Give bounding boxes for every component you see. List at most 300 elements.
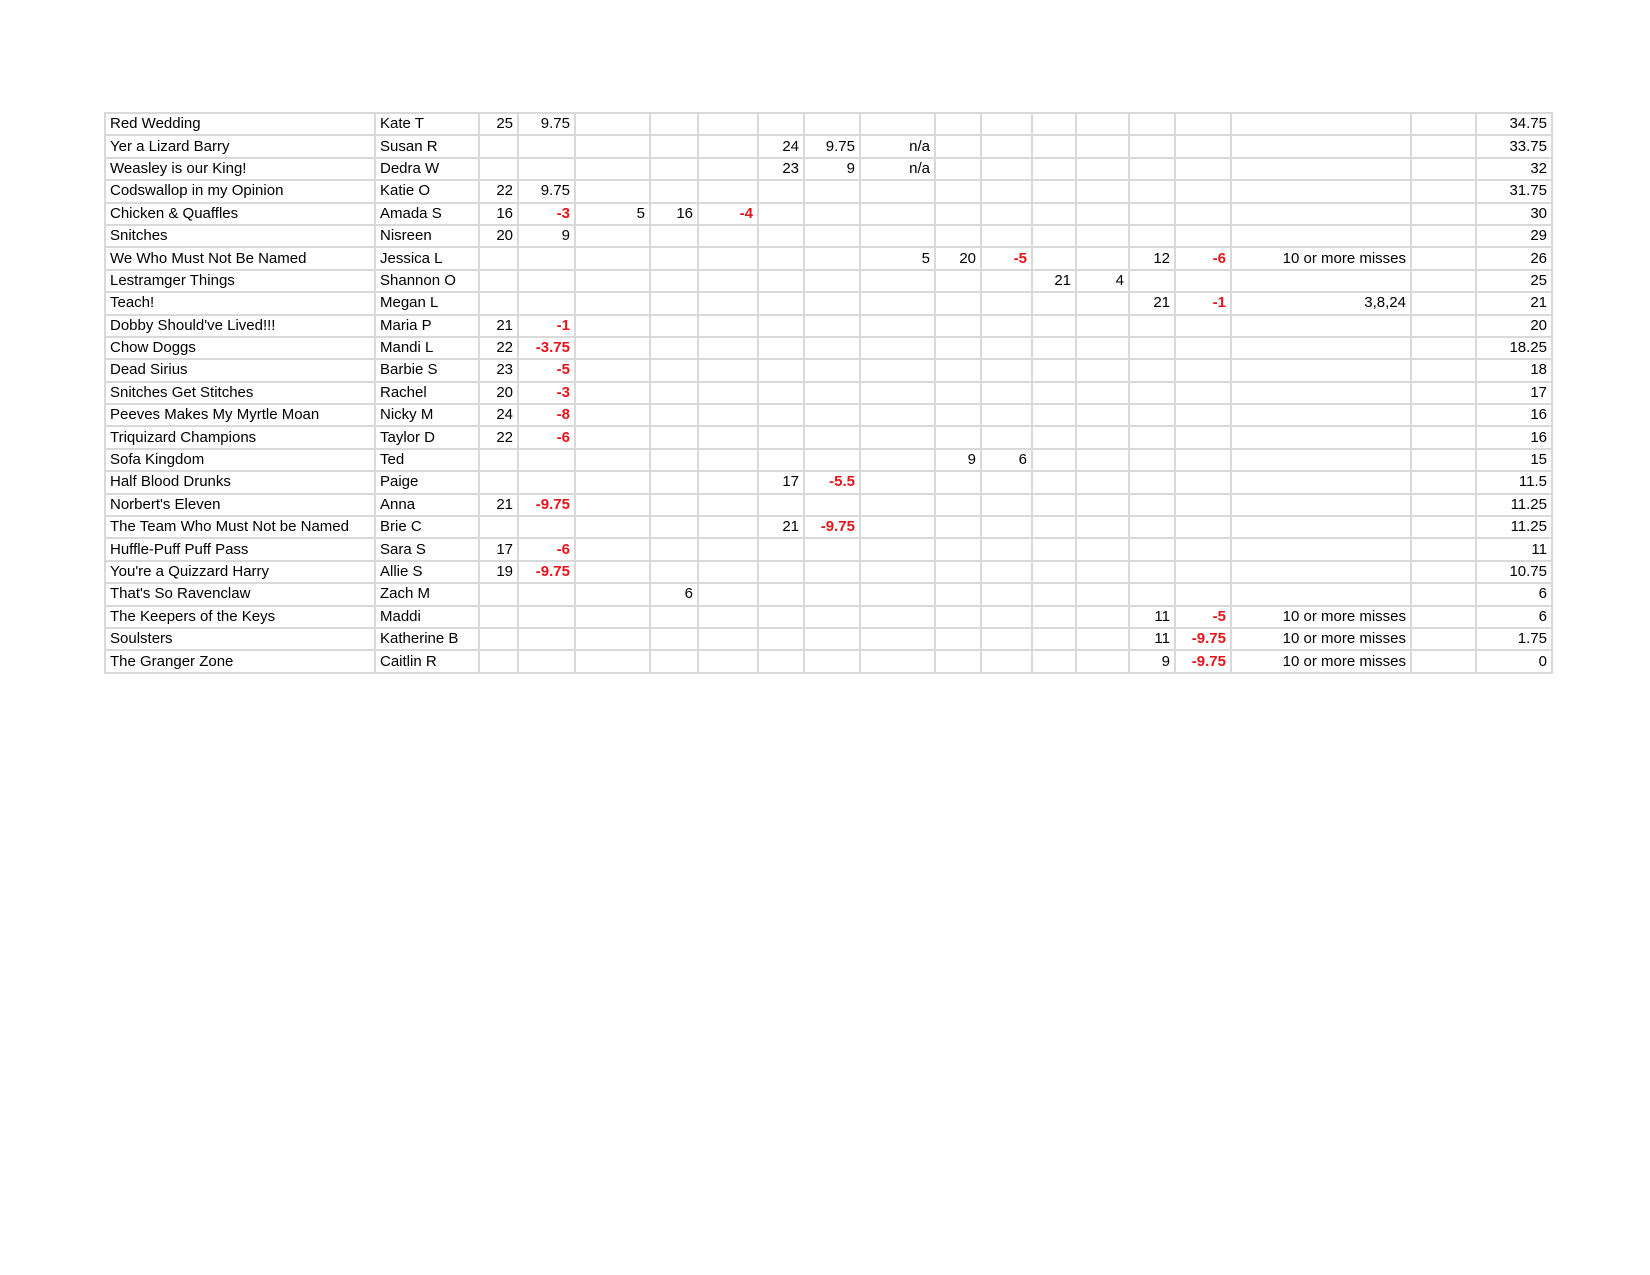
score-cell xyxy=(804,113,860,135)
score-cell xyxy=(698,606,758,628)
score-cell xyxy=(1129,538,1175,560)
score-cell xyxy=(935,382,981,404)
team-name-cell: Snitches Get Stitches xyxy=(105,382,375,404)
team-name-cell: Dead Sirius xyxy=(105,359,375,381)
score-cell xyxy=(1411,270,1476,292)
score-cell xyxy=(1032,494,1076,516)
score-cell: -1 xyxy=(1175,292,1231,314)
score-cell: -3 xyxy=(518,382,575,404)
score-cell xyxy=(1032,606,1076,628)
score-cell xyxy=(650,494,698,516)
score-cell xyxy=(479,516,518,538)
score-cell xyxy=(758,359,804,381)
score-cell xyxy=(1175,135,1231,157)
table-row xyxy=(105,471,1552,493)
player-name-cell: Maddi xyxy=(375,606,479,628)
score-cell xyxy=(935,225,981,247)
table-row xyxy=(105,135,1552,157)
score-cell xyxy=(698,650,758,672)
score-cell xyxy=(650,135,698,157)
score-cell xyxy=(860,113,935,135)
total-cell: 0 xyxy=(1476,650,1552,672)
score-cell: 9 xyxy=(518,225,575,247)
score-cell xyxy=(1175,583,1231,605)
score-cell xyxy=(650,426,698,448)
score-cell xyxy=(1231,180,1411,202)
score-cell xyxy=(1411,158,1476,180)
score-cell: -5 xyxy=(1175,606,1231,628)
score-cell xyxy=(981,561,1032,583)
score-cell xyxy=(1411,225,1476,247)
score-cell xyxy=(518,135,575,157)
score-cell: -9.75 xyxy=(1175,628,1231,650)
score-cell xyxy=(804,561,860,583)
score-cell xyxy=(1175,270,1231,292)
score-cell xyxy=(1129,225,1175,247)
score-cell xyxy=(1032,538,1076,560)
score-cell xyxy=(575,158,650,180)
score-cell xyxy=(1175,180,1231,202)
score-cell xyxy=(860,583,935,605)
score-cell xyxy=(804,359,860,381)
total-cell: 34.75 xyxy=(1476,113,1552,135)
score-cell xyxy=(1129,449,1175,471)
score-cell xyxy=(804,247,860,269)
score-cell xyxy=(981,203,1032,225)
score-cell xyxy=(1076,426,1129,448)
score-cell xyxy=(935,494,981,516)
score-cell: 10 or more misses xyxy=(1231,606,1411,628)
score-cell: 22 xyxy=(479,337,518,359)
score-cell xyxy=(698,449,758,471)
score-cell xyxy=(1175,449,1231,471)
score-cell xyxy=(935,606,981,628)
score-cell xyxy=(1032,516,1076,538)
score-cell: -1 xyxy=(518,315,575,337)
score-cell xyxy=(804,449,860,471)
score-cell: 9 xyxy=(1129,650,1175,672)
score-cell: 21 xyxy=(758,516,804,538)
player-name-cell: Rachel xyxy=(375,382,479,404)
player-name-cell: Brie C xyxy=(375,516,479,538)
score-cell xyxy=(479,158,518,180)
table-row xyxy=(105,359,1552,381)
score-cell xyxy=(758,606,804,628)
score-cell: -4 xyxy=(698,203,758,225)
score-cell xyxy=(758,113,804,135)
score-cell xyxy=(804,426,860,448)
score-cell xyxy=(1032,203,1076,225)
score-cell: 20 xyxy=(935,247,981,269)
score-cell xyxy=(981,180,1032,202)
score-cell xyxy=(860,494,935,516)
total-cell: 21 xyxy=(1476,292,1552,314)
score-cell xyxy=(758,270,804,292)
score-cell xyxy=(860,292,935,314)
score-cell xyxy=(1032,315,1076,337)
score-cell: -9.75 xyxy=(518,494,575,516)
table-row xyxy=(105,382,1552,404)
score-cell xyxy=(479,292,518,314)
standings-rows xyxy=(105,113,1552,673)
score-cell xyxy=(935,471,981,493)
score-cell xyxy=(758,337,804,359)
team-name-cell: Snitches xyxy=(105,225,375,247)
score-cell: 21 xyxy=(479,315,518,337)
total-cell: 26 xyxy=(1476,247,1552,269)
score-cell: 24 xyxy=(758,135,804,157)
score-cell xyxy=(698,225,758,247)
team-name-cell: Lestramger Things xyxy=(105,270,375,292)
score-cell xyxy=(860,561,935,583)
score-cell xyxy=(1032,135,1076,157)
score-cell xyxy=(698,315,758,337)
score-cell xyxy=(1129,113,1175,135)
score-cell xyxy=(1231,494,1411,516)
score-cell: -9.75 xyxy=(804,516,860,538)
total-cell: 17 xyxy=(1476,382,1552,404)
score-cell xyxy=(1032,628,1076,650)
score-cell xyxy=(1411,382,1476,404)
score-cell xyxy=(650,337,698,359)
score-cell xyxy=(1076,158,1129,180)
score-cell xyxy=(650,538,698,560)
score-cell: 10 or more misses xyxy=(1231,628,1411,650)
team-name-cell: Soulsters xyxy=(105,628,375,650)
table-row xyxy=(105,180,1552,202)
score-cell xyxy=(518,449,575,471)
score-cell xyxy=(1411,203,1476,225)
score-cell xyxy=(698,180,758,202)
score-cell: 9.75 xyxy=(804,135,860,157)
score-cell xyxy=(1032,471,1076,493)
score-cell: 6 xyxy=(981,449,1032,471)
score-cell xyxy=(804,494,860,516)
score-cell xyxy=(981,494,1032,516)
score-cell: 6 xyxy=(650,583,698,605)
score-cell: -5 xyxy=(518,359,575,381)
table-row xyxy=(105,426,1552,448)
score-cell xyxy=(981,583,1032,605)
score-cell: -3.75 xyxy=(518,337,575,359)
score-cell xyxy=(650,561,698,583)
total-cell: 33.75 xyxy=(1476,135,1552,157)
score-cell xyxy=(935,203,981,225)
score-cell xyxy=(981,337,1032,359)
score-cell xyxy=(1231,382,1411,404)
score-cell: 9 xyxy=(804,158,860,180)
score-cell xyxy=(1231,359,1411,381)
score-cell xyxy=(1411,561,1476,583)
score-cell xyxy=(1076,561,1129,583)
total-cell: 18.25 xyxy=(1476,337,1552,359)
score-cell xyxy=(1129,494,1175,516)
score-cell xyxy=(575,516,650,538)
score-cell xyxy=(935,113,981,135)
score-cell xyxy=(1032,113,1076,135)
score-cell xyxy=(758,494,804,516)
score-cell: 9.75 xyxy=(518,180,575,202)
score-cell: 3,8,24 xyxy=(1231,292,1411,314)
score-cell xyxy=(1231,225,1411,247)
player-name-cell: Shannon O xyxy=(375,270,479,292)
score-cell xyxy=(1411,337,1476,359)
score-cell xyxy=(1411,538,1476,560)
score-cell: 16 xyxy=(479,203,518,225)
score-cell xyxy=(518,516,575,538)
score-cell: 24 xyxy=(479,404,518,426)
score-cell xyxy=(758,404,804,426)
score-cell xyxy=(518,650,575,672)
score-cell xyxy=(479,471,518,493)
score-cell xyxy=(1231,449,1411,471)
score-cell xyxy=(650,606,698,628)
total-cell: 31.75 xyxy=(1476,180,1552,202)
score-cell xyxy=(981,382,1032,404)
player-name-cell: Susan R xyxy=(375,135,479,157)
score-cell xyxy=(1076,606,1129,628)
score-cell xyxy=(650,158,698,180)
score-cell xyxy=(698,494,758,516)
score-cell xyxy=(860,404,935,426)
score-cell xyxy=(650,449,698,471)
score-cell xyxy=(1032,158,1076,180)
score-cell xyxy=(1231,426,1411,448)
score-cell xyxy=(804,628,860,650)
player-name-cell: Allie S xyxy=(375,561,479,583)
team-name-cell: Teach! xyxy=(105,292,375,314)
score-cell xyxy=(575,225,650,247)
score-cell xyxy=(1129,180,1175,202)
player-name-cell: Anna xyxy=(375,494,479,516)
score-cell xyxy=(575,583,650,605)
player-name-cell: Katherine B xyxy=(375,628,479,650)
score-cell xyxy=(1076,292,1129,314)
score-cell xyxy=(1032,404,1076,426)
score-cell xyxy=(804,583,860,605)
score-cell xyxy=(650,404,698,426)
score-cell xyxy=(981,628,1032,650)
score-cell: -6 xyxy=(518,538,575,560)
score-cell: 9 xyxy=(935,449,981,471)
score-cell xyxy=(1076,538,1129,560)
table-row xyxy=(105,538,1552,560)
score-cell: -6 xyxy=(1175,247,1231,269)
total-cell: 1.75 xyxy=(1476,628,1552,650)
score-cell: 21 xyxy=(1032,270,1076,292)
team-name-cell: Codswallop in my Opinion xyxy=(105,180,375,202)
score-cell: 23 xyxy=(758,158,804,180)
score-cell: -6 xyxy=(518,426,575,448)
total-cell: 15 xyxy=(1476,449,1552,471)
team-name-cell: Weasley is our King! xyxy=(105,158,375,180)
score-cell xyxy=(981,135,1032,157)
score-cell xyxy=(1076,359,1129,381)
score-cell xyxy=(698,471,758,493)
score-cell xyxy=(575,494,650,516)
score-cell xyxy=(1129,516,1175,538)
score-cell xyxy=(860,203,935,225)
score-cell xyxy=(935,583,981,605)
table-row xyxy=(105,404,1552,426)
score-cell xyxy=(1175,561,1231,583)
score-cell xyxy=(1129,359,1175,381)
team-name-cell: Chow Doggs xyxy=(105,337,375,359)
score-cell xyxy=(1175,404,1231,426)
score-cell xyxy=(1231,113,1411,135)
score-cell xyxy=(1231,337,1411,359)
team-name-cell: Peeves Makes My Myrtle Moan xyxy=(105,404,375,426)
score-cell xyxy=(860,337,935,359)
score-cell xyxy=(1032,561,1076,583)
score-cell xyxy=(479,135,518,157)
total-cell: 25 xyxy=(1476,270,1552,292)
score-cell xyxy=(860,471,935,493)
player-name-cell: Kate T xyxy=(375,113,479,135)
total-cell: 11.5 xyxy=(1476,471,1552,493)
team-name-cell: Triquizard Champions xyxy=(105,426,375,448)
score-cell xyxy=(860,538,935,560)
score-cell xyxy=(698,382,758,404)
score-cell xyxy=(981,158,1032,180)
score-cell: n/a xyxy=(860,135,935,157)
table-row xyxy=(105,247,1552,269)
score-cell xyxy=(981,359,1032,381)
score-cell xyxy=(479,247,518,269)
score-cell xyxy=(698,516,758,538)
score-cell xyxy=(1129,158,1175,180)
table-row xyxy=(105,494,1552,516)
score-cell xyxy=(860,225,935,247)
total-cell: 20 xyxy=(1476,315,1552,337)
score-cell xyxy=(575,650,650,672)
score-cell xyxy=(1411,292,1476,314)
score-cell xyxy=(1175,538,1231,560)
score-cell xyxy=(698,628,758,650)
score-cell xyxy=(575,180,650,202)
score-cell: 25 xyxy=(479,113,518,135)
score-cell xyxy=(935,650,981,672)
score-cell xyxy=(1411,113,1476,135)
score-cell xyxy=(518,292,575,314)
score-cell xyxy=(1175,315,1231,337)
score-cell: 17 xyxy=(758,471,804,493)
score-cell xyxy=(935,337,981,359)
score-cell xyxy=(1175,225,1231,247)
table-row xyxy=(105,628,1552,650)
score-cell xyxy=(698,292,758,314)
score-cell: 21 xyxy=(1129,292,1175,314)
table-row xyxy=(105,337,1552,359)
score-cell xyxy=(1076,135,1129,157)
score-cell xyxy=(981,538,1032,560)
score-cell xyxy=(804,606,860,628)
score-cell xyxy=(1129,135,1175,157)
score-cell xyxy=(804,337,860,359)
table-row xyxy=(105,606,1552,628)
total-cell: 18 xyxy=(1476,359,1552,381)
score-cell: 10 or more misses xyxy=(1231,650,1411,672)
score-cell xyxy=(698,337,758,359)
score-cell xyxy=(758,203,804,225)
score-cell: 11 xyxy=(1129,606,1175,628)
score-cell xyxy=(758,180,804,202)
score-cell: 19 xyxy=(479,561,518,583)
score-cell xyxy=(1231,516,1411,538)
score-cell xyxy=(1076,494,1129,516)
score-cell xyxy=(1032,426,1076,448)
score-cell xyxy=(935,628,981,650)
score-cell xyxy=(1032,583,1076,605)
score-cell xyxy=(804,225,860,247)
score-cell xyxy=(1175,494,1231,516)
score-cell xyxy=(1032,650,1076,672)
score-cell xyxy=(575,382,650,404)
score-cell xyxy=(518,471,575,493)
score-cell xyxy=(698,158,758,180)
score-cell: n/a xyxy=(860,158,935,180)
score-cell xyxy=(1411,628,1476,650)
score-cell xyxy=(1411,516,1476,538)
team-name-cell: The Team Who Must Not be Named xyxy=(105,516,375,538)
score-cell xyxy=(1175,337,1231,359)
score-cell xyxy=(758,449,804,471)
score-cell xyxy=(1411,247,1476,269)
player-name-cell: Katie O xyxy=(375,180,479,202)
player-name-cell: Amada S xyxy=(375,203,479,225)
score-cell xyxy=(1231,270,1411,292)
score-cell xyxy=(758,225,804,247)
team-name-cell: We Who Must Not Be Named xyxy=(105,247,375,269)
score-cell xyxy=(698,359,758,381)
score-cell xyxy=(479,606,518,628)
score-cell xyxy=(698,583,758,605)
score-cell xyxy=(758,628,804,650)
score-cell xyxy=(758,538,804,560)
player-name-cell: Taylor D xyxy=(375,426,479,448)
score-cell xyxy=(981,404,1032,426)
score-cell xyxy=(575,247,650,269)
score-cell xyxy=(650,247,698,269)
score-cell xyxy=(1231,471,1411,493)
score-cell xyxy=(1032,449,1076,471)
score-cell xyxy=(860,315,935,337)
score-cell xyxy=(1231,135,1411,157)
player-name-cell: Maria P xyxy=(375,315,479,337)
score-cell xyxy=(698,113,758,135)
score-cell xyxy=(650,270,698,292)
score-cell xyxy=(1129,471,1175,493)
score-cell xyxy=(1411,426,1476,448)
team-name-cell: Huffle-Puff Puff Pass xyxy=(105,538,375,560)
score-cell xyxy=(575,113,650,135)
score-cell xyxy=(1411,606,1476,628)
table-row xyxy=(105,516,1552,538)
score-cell xyxy=(1076,337,1129,359)
score-cell xyxy=(698,538,758,560)
score-cell xyxy=(1129,203,1175,225)
score-cell xyxy=(575,337,650,359)
team-name-cell: Half Blood Drunks xyxy=(105,471,375,493)
score-cell: 11 xyxy=(1129,628,1175,650)
score-cell xyxy=(860,650,935,672)
team-name-cell: Dobby Should've Lived!!! xyxy=(105,315,375,337)
score-cell xyxy=(1411,471,1476,493)
score-cell xyxy=(1032,292,1076,314)
score-cell xyxy=(860,606,935,628)
score-cell xyxy=(575,538,650,560)
total-cell: 32 xyxy=(1476,158,1552,180)
